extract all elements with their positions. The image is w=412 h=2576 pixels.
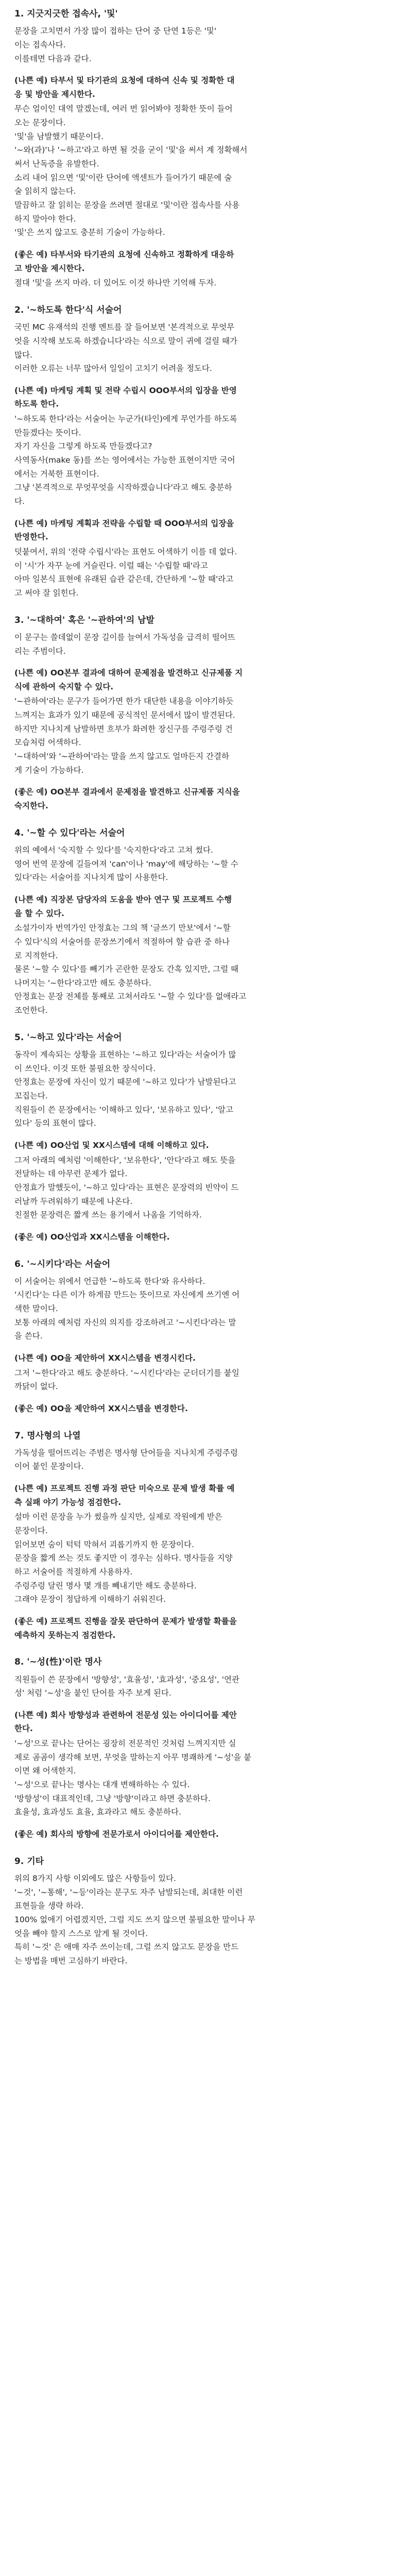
paragraph	[14, 1446, 398, 1473]
paragraph	[14, 843, 398, 885]
text-line: 오는 문장이다.	[14, 118, 66, 128]
text-line: '및'을 남발했기 때문이다.	[14, 131, 104, 141]
text-line: '~와(과)'나 '~하고'라고 하면 될 것을 굳이 '및'을 써서 계 정확해서	[14, 145, 248, 155]
paragraph	[14, 102, 398, 240]
text-line: (좋은 예) OO을 제안하여 XX시스템을 변경한다.	[14, 1403, 188, 1413]
text-line: 가독성을 떨어뜨리는 주범은 명사형 단어들을 지나치게 주렁주렁	[14, 1448, 238, 1458]
text-line: 측 실패 야기 가능성 점검한다.	[14, 1497, 122, 1507]
text-line: 이는 접속사다.	[14, 40, 66, 49]
text-line: 있다' 등의 표현이 많다.	[14, 1118, 96, 1128]
text-line: 고 방안을 제시한다.	[14, 263, 85, 273]
text-line: '시킨다'는 다른 이가 하게끔 만드는 뜻이므로 자신에게 쓰기엔 어	[14, 1290, 240, 1300]
text-line: 안정효는 문장 전체를 통째로 고쳐서라도 '~할 수 있다'를 없애라고	[14, 992, 247, 1002]
text-line: 동작이 계속되는 상황을 표현하는 '~하고 있다'라는 서술어가 많	[14, 1049, 236, 1059]
text-line: '방향성'이 대표적인데, 그냥 '방향'이라고 하면 충분하다.	[14, 1793, 211, 1803]
text-line: 다.	[14, 497, 25, 506]
text-line: (나쁜 예) 직장본 담당자의 도움을 받아 연구 및 프로젝트 수행	[14, 894, 232, 904]
bad-example	[14, 74, 398, 101]
paragraph	[14, 1048, 398, 1130]
text-line: 성' 처럼 '~성'을 붙인 단어를 자주 보게 된다.	[14, 1688, 171, 1698]
text-line: 설마 이런 문장을 누가 썼을까 싶지만, 실제로 작원에게 받은	[14, 1512, 222, 1522]
text-line: 많다.	[14, 350, 32, 360]
paragraph	[14, 1737, 398, 1819]
text-line: 그냥 '본격적으로 무엇무엇을 시작하겠습니다'라고 해도 충분하	[14, 483, 232, 493]
section-4	[14, 826, 398, 1018]
text-line: 문장이다.	[14, 1526, 48, 1536]
text-line: 이를테면 다음과 같다.	[14, 54, 92, 63]
text-line: '~관하여'라는 문구가 들어가면 한가 대단한 내용을 이야기하듯	[14, 697, 234, 706]
text-line: 고 써야 잘 읽힌다.	[14, 588, 79, 598]
section-1	[14, 7, 398, 290]
text-line: 술 읽히지 않는다.	[14, 187, 76, 196]
text-line: 리는 주범이다.	[14, 646, 66, 656]
section-title: 9. 기타	[14, 1856, 44, 1867]
text-line: 하고 서술어를 적절하게 사용하자.	[14, 1567, 133, 1577]
text-line: 전달하는 데 아무런 문제가 없다.	[14, 1169, 128, 1179]
text-line: (좋은 예) OO산업과 XX시스템을 이해한다.	[14, 1232, 170, 1242]
text-line: 색한 말이다.	[14, 1304, 58, 1313]
text-line: '~하도록 한다'라는 서술어는 누군가(타인)에게 무언가를 하도록	[14, 414, 237, 424]
section-title: 6. '~시키다'라는 서술어	[14, 1259, 111, 1269]
bad-example	[14, 1708, 398, 1736]
text-line: 위의 8가지 사항 이외에도 많은 사항들이 있다.	[14, 1873, 176, 1883]
paragraph	[14, 276, 398, 290]
good-example	[14, 1615, 398, 1642]
text-line: 써서 난독증을 유발한다.	[14, 159, 99, 169]
text-line: 절대 '및'을 쓰지 마라. 더 있어도 이것 하나만 기억해 두자.	[14, 278, 217, 288]
text-line: 에서는 거북한 표현이다.	[14, 469, 99, 479]
section-title: 7. 명사형의 나열	[14, 1430, 81, 1441]
text-line: 을 할 수 있다.	[14, 908, 64, 918]
text-line: 말끔하고 잘 읽히는 문장을 쓰려면 절대로 '및'이란 접속사를 사용	[14, 200, 240, 210]
text-line: 특히 '~것' 은 애매 자주 쓰이는데, 그럴 쓰지 않고도 문장을 만드	[14, 1942, 239, 1952]
text-line: '~것', '~통해', '~등'이라는 문구도 자주 남발되는데, 최대한 이런	[14, 1887, 243, 1897]
paragraph	[14, 545, 398, 600]
text-line: 안정효는 문장에 자신이 있기 때문에 '~하고 있다'가 남발된다고	[14, 1077, 236, 1087]
paragraph	[14, 24, 398, 65]
text-line: 국민 MC 유재석의 진행 멘트를 잘 들어보면 '본격적으로 무엇무	[14, 323, 235, 332]
text-line: 한다.	[14, 1724, 33, 1734]
section-title: 3. '~대하여' 혹은 '~관하여'의 남발	[14, 615, 154, 625]
text-line: 그저 '~한다'라고 해도 충분하다. '~시킨다'라는 군더더기를 붙일	[14, 1368, 239, 1378]
good-example	[14, 1827, 398, 1841]
text-line: (좋은 예) 타부서와 타기관의 요청에 신속하고 정확하게 대응하	[14, 250, 234, 260]
text-line: 친절한 문장력은 짧게 쓰는 용기에서 나옴을 기억하자.	[14, 1210, 202, 1220]
text-line: '~대하여'와 '~관하여'라는 말을 쓰지 않고도 얼마든지 간결하	[14, 752, 229, 761]
text-line: 안정효가 말했듯이, '~하고 있다'라는 표현은 문장력의 빈약이 드	[14, 1182, 239, 1192]
paragraph	[14, 694, 398, 777]
text-line: 이어 붙인 문장이다.	[14, 1462, 84, 1471]
text-line: 소리 내어 읽으면 '및'이란 단어에 액센트가 들어가기 때문에 술	[14, 173, 232, 182]
section-7	[14, 1429, 398, 1642]
text-line: 이 서술어는 위에서 언급한 '~하도록 한다'와 유사하다.	[14, 1276, 205, 1286]
text-line: 하지 말아야 한다.	[14, 214, 76, 224]
text-line: 까닭이 없다.	[14, 1382, 58, 1392]
text-line: 만들겠다는 뜻이다.	[14, 428, 81, 437]
bad-example	[14, 384, 398, 411]
bad-example	[14, 517, 398, 544]
text-line: '~성'으로 끝나는 단어는 굉장히 전문적인 것처럼 느껴지지만 실	[14, 1739, 236, 1749]
bad-example	[14, 666, 398, 693]
section-title: 8. '~성(性)'이란 명사	[14, 1657, 102, 1668]
text-line: 직원들이 쓴 문장에서는 '이해하고 있다', '보유하고 있다', '알고	[14, 1105, 234, 1114]
text-line: 영어 번역 문장에 길들여져 'can'이나 'may'에 해당하는 '~할 수	[14, 859, 238, 869]
text-line: 그저 아래의 예처럼 '이해한다', '보유한다', '안다'라고 해도 뜻을	[14, 1155, 236, 1165]
section-title: 2. '~하도록 한다'식 서술어	[14, 305, 122, 315]
text-line: 주렁주렁 달린 명사 몇 개를 빼내기만 해도 충분하다.	[14, 1581, 197, 1590]
text-line: 느껴지는 효과가 있기 때문에 공식적인 문서에서 많이 발견된다.	[14, 710, 235, 720]
text-line: 효율성, 효과성도 효율, 효과라고 해도 충분하다.	[14, 1807, 181, 1817]
section-6	[14, 1258, 398, 1416]
text-line: (나쁜 예) 타부서 및 타기관의 요청에 대하여 신속 및 정확한 대	[14, 76, 235, 86]
text-line: 식에 관하여 숙지할 수 있다.	[14, 682, 114, 691]
text-line: 읽어보면 숨이 턱턱 막혀서 괴롭기까지 한 문장이다.	[14, 1539, 194, 1549]
good-example	[14, 248, 398, 275]
text-line: 엇을 빼야 할지 스스로 알게 될 것이다.	[14, 1928, 148, 1938]
section-9	[14, 1855, 398, 1968]
text-line: 엇을 시작해 보도록 하겠습니다'라는 식으로 말이 귀에 걸릴 때가	[14, 336, 237, 346]
text-line: 나머지는 '~한다'라고만 해도 충분하다.	[14, 978, 151, 988]
bad-example	[14, 1139, 398, 1153]
text-line: 표현들을 생략 하라.	[14, 1901, 84, 1911]
text-line: 이 '시'가 자꾸 눈에 거슬린다. 이럴 때는 '수립할 때'라고	[14, 561, 208, 570]
text-line: 물론 '~할 수 있다'를 빼기가 곤란한 문장도 간혹 있지만, 그럴 때	[14, 964, 239, 974]
text-line: 무슨 얼이인 대역 말겠는데, 여러 번 읽어봐야 정확한 뜻이 들어	[14, 104, 233, 114]
text-line: 반영한다.	[14, 532, 48, 542]
paragraph	[14, 1673, 398, 1700]
section-title: 4. '~할 수 있다'라는 서술어	[14, 827, 125, 838]
text-line: 그래야 문장이 정답하게 이해하기 쉬워진다.	[14, 1595, 166, 1604]
bad-example	[14, 893, 398, 920]
text-line: (좋은 예) 프로젝트 진행을 잘못 판단하여 문제가 발생할 확률을	[14, 1617, 237, 1626]
section-2	[14, 303, 398, 600]
text-line: 문장을 짧게 쓰는 것도 좋지만 이 경우는 심하다. 명사들을 지양	[14, 1553, 233, 1563]
text-line: 자기 자신을 그렇게 하도록 만들겠다고?	[14, 442, 152, 451]
paragraph	[14, 1154, 398, 1222]
text-line: 수 있다'식의 서술어를 문장쓰기에서 적절하여 할 습관 중 하나	[14, 937, 230, 946]
text-line: 위의 예에서 '숙지할 수 있다'를 '숙지한다'라고 고쳐 썼다.	[14, 845, 213, 855]
text-line: 있다'라는 서술어를 지나치게 많이 사용한다.	[14, 873, 168, 883]
section-title: 1. 지긋지긋한 접속사, '및'	[14, 9, 118, 19]
text-line: 꼬집는다.	[14, 1091, 48, 1100]
text-line: 모습처럼 어색하다.	[14, 738, 81, 748]
paragraph	[14, 320, 398, 376]
text-line: (좋은 예) OO본부 결과에서 문제점을 발견하고 신규제품 지식을	[14, 787, 240, 797]
paragraph	[14, 412, 398, 509]
text-line: 이면 왜 어색한지.	[14, 1766, 76, 1776]
text-line: (나쁜 예) 프로젝트 진행 과정 판단 미숙으로 문제 발생 확률 예	[14, 1484, 235, 1494]
text-line: 사역동사(make 동)를 쓰는 영어에서는 가능한 표현이지만 국어	[14, 455, 235, 465]
section-8	[14, 1655, 398, 1841]
text-line: 이 문구는 쓸데없이 문장 길이를 늘여서 가독성을 급격히 떨어뜨	[14, 632, 235, 642]
text-line: 100% 없애기 어렵겠지만, 그럴 지도 쓰지 않으면 불필요한 말이나 무	[14, 1914, 255, 1924]
text-line: 하도록 한다.	[14, 399, 59, 409]
paragraph	[14, 1275, 398, 1343]
bad-example	[14, 1482, 398, 1509]
text-line: '~성'으로 끝나는 명사는 대개 변해하하는 수 있다.	[14, 1780, 190, 1790]
paragraph	[14, 1872, 398, 1968]
text-line: 보통 아래의 예처럼 자신의 의지를 강조하려고 '~시킨다'라는 말	[14, 1317, 236, 1327]
text-line: 러날까 두려워하기 때문에 나온다.	[14, 1196, 133, 1206]
text-line: 응 및 방안을 제시한다.	[14, 89, 95, 99]
paragraph	[14, 1366, 398, 1394]
good-example	[14, 1402, 398, 1416]
text-line: '및'은 쓰지 않고도 충분히 기술이 가능하다.	[14, 228, 165, 238]
section-3	[14, 614, 398, 813]
text-line: 제로 곰곰이 생각해 보면, 무엇을 말하는지 아무 명쾌하게 '~성'을 붙	[14, 1752, 252, 1762]
paragraph	[14, 921, 398, 1018]
text-line: (나쁜 예) OO본부 결과에 대하여 문제점을 발견하고 신규제품 지	[14, 668, 243, 678]
text-line: 소설가이자 번역가인 안정효는 그의 책 '글쓰기 만보'에서 '~할	[14, 923, 231, 933]
text-line: 는 방법을 매번 고심하기 바란다.	[14, 1956, 128, 1965]
text-line: 덧붙여서, 위의 '전략 수립시'라는 표현도 어색하기 이를 데 없다.	[14, 547, 237, 557]
text-line: 문장을 고치면서 가장 많이 접하는 단어 중 단연 1등은 '및'	[14, 26, 217, 36]
text-line: 을 쓴다.	[14, 1331, 43, 1341]
text-line: 로 지적한다.	[14, 951, 58, 960]
section-5	[14, 1031, 398, 1244]
bad-example	[14, 1351, 398, 1365]
text-line: (나쁜 예) 회사 방향성과 관련하여 전문성 있는 아이디어를 제안	[14, 1710, 237, 1720]
paragraph	[14, 1510, 398, 1606]
text-line: 하지만 지나치게 남발하면 흐부가 화려한 장신구를 주렁주렁 건	[14, 724, 233, 734]
text-line: 이 쓰인다. 이것 또한 불필요한 장식이다.	[14, 1063, 156, 1073]
text-line: 숙지한다.	[14, 801, 48, 811]
text-line: (나쁜 예) 마케팅 계획과 전략을 수립할 때 OOO부서의 입장을	[14, 518, 234, 528]
text-line: 이러한 오류는 너무 많아서 일일이 고치기 어려울 정도다.	[14, 364, 212, 374]
good-example	[14, 1230, 398, 1244]
text-line: 아마 일본식 표현에 유래된 습관 같은데, 간단하게 '~할 때'라고	[14, 574, 234, 584]
text-line: 직원들이 쓴 문장에서 '방향성', '효율성', '효과성', '중요성', '연관	[14, 1674, 239, 1684]
text-line: (좋은 예) 회사의 방향에 전문가로서 아이디어를 제안한다.	[14, 1829, 219, 1839]
good-example	[14, 785, 398, 812]
text-line: 조언한다.	[14, 1006, 48, 1015]
section-title: 5. '~하고 있다'라는 서술어	[14, 1032, 122, 1043]
text-line: 게 기술이 가능하다.	[14, 765, 84, 775]
paragraph	[14, 631, 398, 658]
text-line: (나쁜 예) OO을 제안하여 XX시스템을 변경시킨다.	[14, 1353, 196, 1363]
text-line: 예측하지 못하는지 점검한다.	[14, 1630, 116, 1640]
text-line: (나쁜 예) OO산업 및 XX시스템에 대해 이해하고 있다.	[14, 1140, 209, 1150]
text-line: (나쁜 예) 마케팅 계획 및 전략 수립시 OOO부서의 입장을 반영	[14, 385, 237, 395]
